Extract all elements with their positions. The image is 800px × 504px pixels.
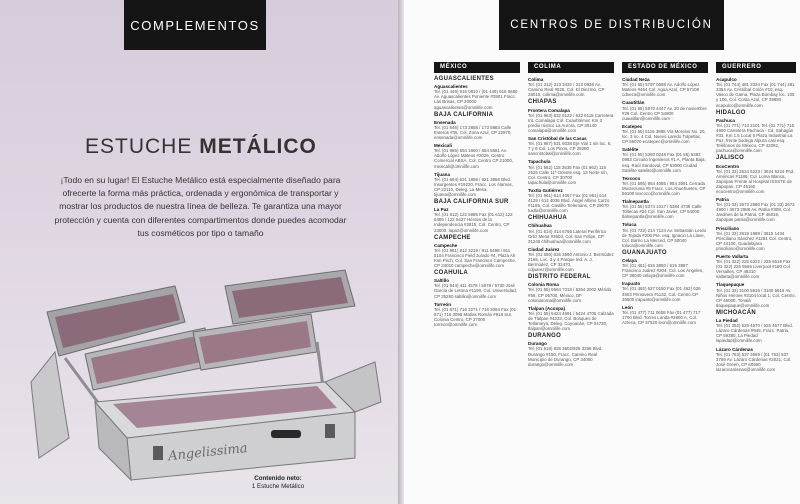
city-name: Prisciliano — [716, 225, 740, 231]
state-heading: CHIHUAHUA — [528, 215, 568, 222]
city-name: La Paz — [434, 207, 449, 213]
region-header: MÉXICO — [434, 62, 520, 73]
city-address: Tel. (01 55) 5424 4691 / 5424 4705 Calzada de Tlalpan #4233, Col. Bosques de Tetlameya, Deleg. Coyoacán, CP 04730, tlalpan@omnilife.com — [528, 310, 614, 332]
location-entry — [716, 282, 796, 307]
location-entry — [622, 258, 708, 278]
city-address: Tel. (01 618) 825 3602/825 3298 Blvd. Durango #150, Fracc. Camino Real Municipio de Durango, CP 34000 durango@omnilife.com — [528, 346, 603, 367]
location-entry — [528, 247, 614, 272]
city-address: Tel. (01 646) 173 2858 / 173 5883 Calle Esteros #35, Col. Zona Azul, CP 22870, ensenada@omnilife.com — [434, 124, 512, 141]
location-entry — [716, 254, 796, 279]
location-entry — [716, 164, 796, 195]
city-name: Tapachula — [528, 159, 551, 165]
city-address: Tel. (01 55) 5564 7318 / 5264 2002 Mérida #59, CP 06700, México, DF coloniaroma@omnilife.com — [528, 287, 611, 303]
state-heading: DURANGO — [528, 333, 562, 340]
state-heading: CAMPECHE — [434, 234, 471, 241]
state-heading: CHIAPAS — [528, 99, 557, 106]
state-heading: GUANAJUATO — [622, 249, 667, 256]
city-name: Satélite — [622, 147, 639, 153]
city-address: Tel. (01 844) 411 4578 / 5578 / 5730 José García de Letona #1190, Col. Universidad, CP 25260 saltillo@omnilife.com — [434, 283, 517, 299]
city-address: Tel. (01 771) 713 2101 Tel. (01 771) 715 4900 Carretera Pachuca - Cd. Sahagún #33, Km 1.5 Local 6 Plaza Industrial La Paz, frente bodega Alpura casi esq. Teléfonos de México, CP 42092, pachuca@omnilife.com — [716, 122, 795, 154]
city-address: Tel. (01 722) 214 7124 Av. Sebastián Lerdo de Tejada #206 Pte. esq. Ignacio La Llave, Col. Barrio La Merced, CP 50040 toluca@omnilife.com — [622, 227, 707, 248]
city-address: Tel. (01 981) 812 3219 / 811 5498 / 811 5104 Francisco Field Jurado #4, Plaza Ah Kim Pech, Col. San Francisco Campeche, CP 24010 campeche@omnilife.com — [434, 247, 516, 269]
location-entry — [622, 305, 708, 325]
city-name: Ciudad Neza — [622, 77, 650, 83]
city-name: Ensenada — [434, 119, 456, 125]
city-name: EcoCentro — [716, 163, 740, 169]
distribution-banner: CENTROS DE DISTRIBUCIÓN — [499, 0, 724, 50]
city-name: Puerto Vallarta — [716, 254, 749, 259]
state-heading: JALISCO — [716, 155, 745, 162]
city-name: Celaya — [622, 258, 637, 263]
city-address: Tel. (01 55) 5374 1017 / 5384 4736 Calle Toltecas #34 Col. San Javier, CP 54000 tlalnepantla@omnilife.com — [622, 204, 702, 220]
region-header: GUERRERO — [716, 62, 796, 73]
location-entry — [622, 199, 708, 219]
city-name: Campeche — [434, 242, 458, 248]
city-name: Pachuca — [716, 117, 735, 123]
city-address: Tel. (01 753) 537 3669 / (01 753) 537 3789 Av. Lázaro Cárdenas #2021, Col. José Green, CP 60950 lazarocardenas@omnilife.com — [716, 351, 792, 372]
city-name: Colima — [528, 77, 544, 83]
product-title — [85, 135, 315, 159]
city-name: Torreón — [434, 301, 452, 307]
section-banner: COMPLEMENTOS — [124, 0, 266, 50]
city-address: Tel. (01 55) 5393 0248 Fax (01 55) 5393 0963 Circuito Ingenieros #1 A, Planta Baja, esq. Raúl Sandoval, CP 53000 Ciudad Satélite satelite@omnilife.com — [622, 152, 706, 173]
directory-column-4 — [716, 62, 796, 375]
location-entry — [716, 77, 796, 108]
city-name: Chihuahua — [528, 223, 552, 229]
location-entry — [528, 223, 614, 243]
location-entry — [716, 318, 796, 343]
city-address: Tel. (01 55) 5870 4447 Av. 20 de noviembre #29 Col. Centro CP 54800 cuautitlan@omnilife.com — [622, 105, 707, 121]
city-address: Tel. (01 33) 3100 5916 / 3100 5919 Av. Niños Héroes #3104 local 1, Col. Centro, CP 45000, Tonalá tlaquepaque@omnilife.com — [716, 287, 796, 308]
location-entry — [434, 207, 520, 232]
net-content-value: 1 Estuche Metálico — [251, 483, 305, 490]
city-name: Ciudad Juárez — [528, 246, 560, 252]
state-heading: DISTRITO FEDERAL — [528, 274, 591, 281]
city-address: Tel. (01 33) 3619 1989 / 3615 1434 Prisciliano Sánchez #1281 Col. Centro, CP 44100, Guadalajara prisciliano@omnilife.com — [716, 230, 793, 251]
city-address: Tel. (01 55) 5797 0698 Av. Adolfo López Mateos #464 Col. Agua Azul, CP 57108 cdneza@omnilife.com — [622, 82, 700, 98]
city-name: Mexicali — [434, 143, 452, 149]
net-content-label: Contenido neto: — [254, 475, 302, 482]
location-entry — [528, 159, 614, 184]
city-name: Saltillo — [434, 278, 450, 284]
location-entry — [716, 197, 796, 222]
left-page — [0, 0, 398, 504]
directory-column-1 — [434, 62, 520, 330]
state-heading: AGUASCALIENTES — [434, 76, 494, 83]
city-name: Tuxtla Gutiérrez — [528, 187, 563, 193]
location-entry — [622, 100, 708, 120]
city-name: Tlalnepantla — [622, 199, 649, 205]
state-heading: HIDALGO — [716, 109, 746, 116]
city-name: Frontera Comalapa — [528, 107, 570, 113]
city-address: Tel. (01 664) 621 1859 / 621 3858 Blvd. Insurgentes #19220, Fracc. Los Álamos, CP 22110, Deleg. La Mesa, tijuana@omnilife.com — [434, 176, 513, 197]
right-page — [404, 0, 800, 504]
state-heading: MICHOACÁN — [716, 309, 757, 316]
location-entry — [716, 226, 796, 251]
directory-column-2 — [528, 62, 614, 370]
location-entry — [528, 77, 614, 97]
city-name: Durango — [528, 341, 547, 347]
state-heading: COAHUILA — [434, 270, 469, 277]
city-name: Colonia Roma — [528, 282, 559, 288]
city-address: Tel. (01 55) 5116 3885 Vía Morelos No. 20, loc. 3 no. 4 Col. Nuevo Laredo Tulpetlac, CP 55070 ecatepec@omnilife.com — [622, 128, 706, 145]
city-name: San Cristóbal de las Casas — [528, 136, 587, 142]
location-entry — [528, 282, 614, 302]
city-address: Tel. (01 961) 614 4057 Fax (01 961) 614 4128 / 614 4036 Blvd. Ángel Albino Corzo #1185, Col. Castillo Tielemans, CP 29070 tuxtla@omnilife.com — [528, 192, 610, 214]
city-address: Tel. (01 871) 716 3271 / 716 3094 Fax (01 871) 716 3095 Matías Román #918 Sur, Colonia Centro, CP 27000 torreon@omnilife.com — [434, 306, 517, 328]
region-header: ESTADO DE MÉXICO — [622, 62, 708, 73]
city-name: Lázaro Cárdenas — [716, 346, 754, 352]
location-entry — [716, 118, 796, 154]
location-entry — [434, 278, 520, 298]
city-address: Tel. (01 962) 118 2535 Fax (01 962) 118 2525 Calle 11ª Oriente esq. 13 Norte s/n, Col. Centro, CP 30700 tapachula@omnilife.com — [528, 164, 608, 185]
city-address: Tel. (01 449) 915 0810 / (01 449) 915 0680 Av. Aguascalientes Poniente #3501 Fracc. Las Brisas, CP 20000 aguascalientes@omnilife.com — [434, 89, 518, 110]
city-address: Tel. (01 462) 627 0150 Fax (01 462) 626 4503 Primavera #1132, Col. Centro CP 36500 irapuato@omnilife.com — [622, 286, 701, 302]
location-entry — [622, 222, 708, 247]
location-entry — [528, 108, 614, 133]
location-entry — [528, 188, 614, 213]
title-bold: METÁLICO — [199, 135, 317, 158]
net-content — [238, 475, 318, 491]
city-name: Tlalpan (Acoxpa) — [528, 305, 566, 311]
location-entry — [622, 147, 708, 172]
city-address: Tel. (01 312) 313 3432 / 313 0938 Av. Camino Real #525, Col. El Diezmo, CP 28010, colima@omnilife.com — [528, 82, 605, 98]
city-address: Tel. (01 477) 711 0608 Fax (01 477) 717 1700 Blvd. Torres Landa #2600 A, Col. Azteca, CP 37520 leon@omnilife.com — [622, 309, 701, 326]
location-entry — [434, 243, 520, 268]
case-brand-logo: Angelissima — [167, 440, 249, 465]
city-name: Tijuana — [434, 171, 450, 177]
location-entry — [528, 136, 614, 156]
city-address: Tel. (01 686) 554 1660 / 554 5581 Av. Adolfo López Mateos #2026, Centro Comercial ABSA, Col. Centro CP 21000, mexicali@omnilife.com — [434, 148, 513, 169]
city-address: Tel. (01 744) 481 3334 Fax (01 744) 481 3354 Av. Cristóbal Colón #10, esq. Vasco de Gama, Plaza Bombay loc. 105 y 106, Col. Costa Azul, CP 39850 acapulco@omnilife.com — [716, 82, 795, 108]
location-entry — [434, 120, 520, 140]
city-address: Tel. (01 967) 631 6038 Eje Vial 1 sin loc. 6, 7 y 8 Col. Los Pinos, CP 29290 sancristobal@omnilife.com — [528, 141, 612, 157]
city-name: Texcoco — [622, 175, 641, 181]
city-name: La Piedad — [716, 318, 738, 324]
location-entry — [622, 124, 708, 144]
location-entry — [434, 172, 520, 197]
location-entry — [528, 341, 614, 366]
city-name: Ecatepec — [622, 123, 643, 129]
location-entry — [434, 84, 520, 109]
city-address: Tel. (01 656) 625 3590 Antonio J. Bermúdez 2165, Loc. 3 y 4 Parque Ind. A. J. Bermúdez, CP 32470, cdjuarez@omnilife.com — [528, 251, 614, 273]
city-name: Patria — [716, 197, 729, 203]
city-name: Aguascalientes — [434, 84, 468, 90]
city-name: León — [622, 304, 633, 310]
city-address: Tel. (01 33) 3673 2880 Fax (01 33) 3673 4900 / 3673 2988 Av. Patria #308, Col. Jardines de la Patria, CP 45019, Zapopan patria@omnilife.com — [716, 202, 795, 223]
city-name: Toluca — [622, 222, 637, 228]
state-heading: BAJA CALIFORNIA SUR — [434, 199, 509, 206]
location-entry — [622, 77, 708, 97]
city-address: Tel. (01 352) 525 4670 / 525 4677 Blvd. Lázaro Cárdenas #945, Fracc. Patria, CP 59380, La Piedad lapiedad@omnilife.com — [716, 323, 793, 344]
product-description: ¡Todo en su lugar! El Estuche Metálico está especialmente diseñado para ofrecerte la forma más práctica, ordenada y ergonómica de transportar y mostrar los productos de nuestra línea de belleza. Te garantiza una mayor protección y cuenta con diferentes compartimentos donde puedes acomodar tus cosméticos por tipo o tamaño — [54, 175, 347, 238]
region-header: COLIMA — [528, 62, 614, 73]
city-name: Acapulco — [716, 77, 737, 83]
directory-column-3 — [622, 62, 708, 328]
location-entry — [434, 143, 520, 168]
state-heading: BAJA CALIFORNIA — [434, 111, 494, 118]
location-entry — [716, 347, 796, 372]
city-address: Tel. (01 33) 3624 5223 / 3624 5224 Prol. Américas #1186, Col. Loma Blanca, Zapopan Frente al Hospital ISSSTE de Zapopan, CP 45160 ecocentro@omnilife.com — [716, 168, 795, 194]
city-address: Tel. (01 614) 414 6766 Lateral Periférico Ortiz Mena #3603, Col. San Felipe, CP 31240 chihuahua@omnilife.com — [528, 228, 607, 244]
city-name: Irapuato — [622, 281, 641, 287]
city-address: Tel. (01 322) 225 6322 / 225 6518 Fax (01 322) 225 6565 Liverpool #180 Col. Versalles, CP 48310 vallarta@omnilife.com — [716, 259, 791, 280]
location-entry — [622, 176, 708, 196]
city-name: Tlaquepaque — [716, 282, 745, 288]
city-address: Tel. (01 461) 615 3850 / 615 3887 Francisco Juárez #204, Col. Los Ángeles, CP 38040 celaya@omnilife.com — [622, 263, 704, 279]
city-address: Tel. (01 612) 122 5985 Fax (01 612) 122 5485 / 122 5437 Héroes de la Independencia #2815, Col. Centro, CP 23000, lapaz@omnilife.com — [434, 212, 513, 233]
title-light: ESTUCHE — [85, 135, 193, 158]
city-name: Cuautitlán — [622, 100, 645, 106]
city-address: Tel. (01 963) 632 6122 / 632 6115 Carretera Int. Comalapa Col. Cuauhtémoc Km 3 predio rústico La Aurora, CP 30140 comalapa@omnilife.com — [528, 112, 614, 133]
location-entry — [528, 306, 614, 331]
location-entry — [622, 281, 708, 301]
location-entry — [434, 302, 520, 327]
city-address: Tel. (01 595) 954 4085 / 954 3591 Cerrada Moctezuma #5 Fracc. Los Ahuehuetes, CP 56100 texcoco@omnilife.com — [622, 180, 706, 196]
